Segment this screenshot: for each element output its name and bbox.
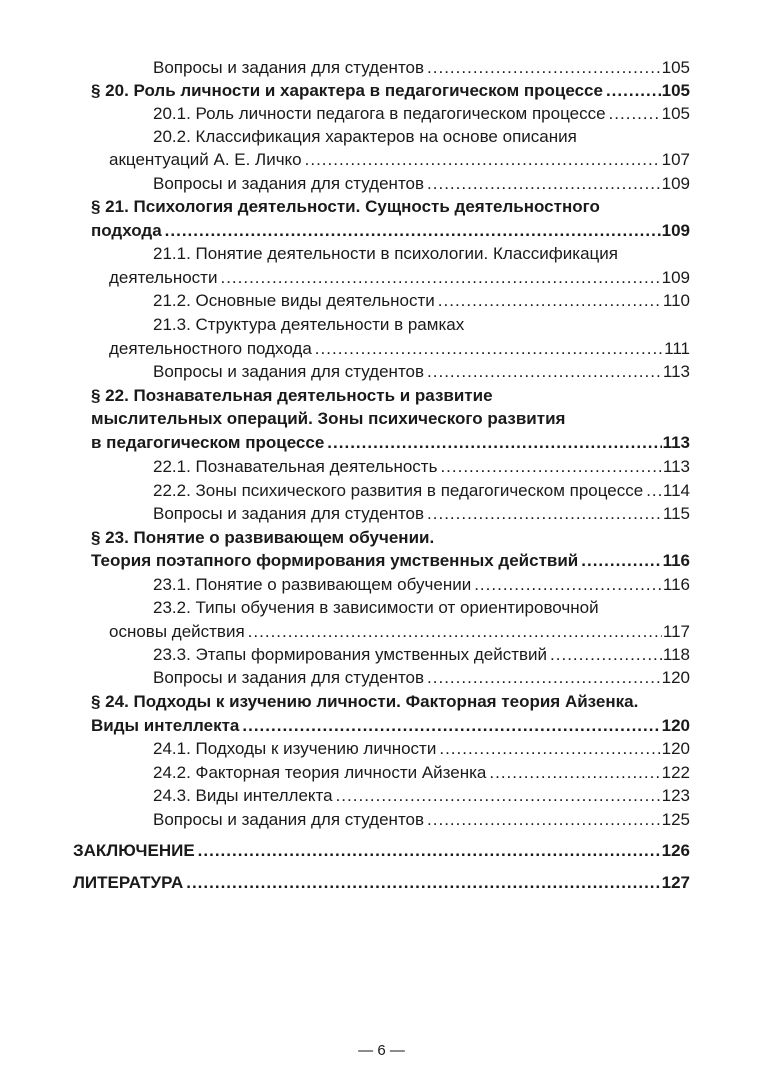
toc-entry-page: 113 bbox=[662, 362, 690, 381]
dot-leader bbox=[165, 220, 661, 242]
dot-leader bbox=[609, 103, 661, 125]
toc-entry bbox=[153, 361, 690, 383]
toc-entry-title: Вопросы и задания для студентов bbox=[153, 810, 425, 829]
toc-entry-title: Вопросы и задания для студентов bbox=[153, 174, 425, 193]
toc-entry-title: 21.1. Понятие деятельности в психологии. Классификация bbox=[153, 244, 618, 263]
toc-entry bbox=[153, 809, 690, 831]
dot-leader bbox=[581, 550, 661, 572]
dot-leader bbox=[198, 840, 661, 862]
toc-section-title: § 23. Понятие о развивающем обучении. bbox=[91, 528, 435, 547]
toc-entry bbox=[153, 103, 690, 125]
toc-entry bbox=[109, 267, 690, 289]
toc-entry-page: 111 bbox=[664, 339, 690, 358]
toc-entry-page: 110 bbox=[662, 291, 690, 310]
toc-section-title: Виды интеллекта bbox=[91, 716, 240, 735]
toc-section bbox=[91, 385, 690, 407]
toc-section-title: § 21. Психология деятельности. Сущность деятельностного bbox=[91, 197, 600, 216]
toc-entry bbox=[109, 338, 690, 360]
toc-chapter bbox=[73, 872, 690, 894]
toc-entry bbox=[153, 738, 690, 760]
dot-leader bbox=[606, 80, 661, 102]
toc-entry-page: 107 bbox=[661, 150, 690, 169]
toc-entry-page: 113 bbox=[662, 457, 690, 476]
dot-leader bbox=[305, 149, 661, 171]
toc-entry-page: 109 bbox=[661, 174, 690, 193]
toc-entry bbox=[153, 314, 690, 336]
dot-leader bbox=[474, 574, 662, 596]
toc-entry-page: 118 bbox=[662, 645, 690, 664]
toc-chapter-page: 127 bbox=[661, 873, 690, 892]
toc-section bbox=[91, 691, 690, 713]
toc-section-title: § 22. Познавательная деятельность и развитие bbox=[91, 386, 493, 405]
toc-entry bbox=[153, 456, 690, 478]
toc-entry bbox=[153, 57, 690, 79]
dot-leader bbox=[550, 644, 662, 666]
toc-section-page: 116 bbox=[662, 551, 690, 570]
toc-entry-title: 22.1. Познавательная деятельность bbox=[153, 457, 438, 476]
toc-entry-title: основы действия bbox=[109, 622, 245, 641]
page-number: — 6 — bbox=[358, 1042, 405, 1059]
dot-leader bbox=[248, 621, 662, 643]
toc-chapter-title: ЛИТЕРАТУРА bbox=[73, 873, 184, 892]
toc-entry-page: 123 bbox=[661, 786, 690, 805]
dot-leader bbox=[336, 785, 661, 807]
toc-entry-page: 115 bbox=[662, 504, 690, 523]
toc-section bbox=[91, 80, 690, 102]
toc-entry-page: 125 bbox=[661, 810, 690, 829]
toc-entry bbox=[153, 173, 690, 195]
toc-section bbox=[91, 408, 690, 430]
dot-leader bbox=[489, 762, 660, 784]
toc-entry-title: 23.1. Понятие о развивающем обучении bbox=[153, 575, 472, 594]
toc-entry-title: акцентуаций А. Е. Личко bbox=[109, 150, 302, 169]
dot-leader bbox=[438, 290, 662, 312]
toc-entry-page: 116 bbox=[662, 575, 690, 594]
toc-section bbox=[91, 715, 690, 737]
toc-entry-title: 20.1. Роль личности педагога в педагогическом процессе bbox=[153, 104, 606, 123]
toc-chapter bbox=[73, 840, 690, 862]
toc-entry-title: 24.3. Виды интеллекта bbox=[153, 786, 333, 805]
toc-entry-page: 105 bbox=[661, 104, 690, 123]
toc-section bbox=[91, 550, 690, 572]
dot-leader bbox=[440, 456, 661, 478]
dot-leader bbox=[315, 338, 663, 360]
toc-section bbox=[91, 196, 690, 218]
toc-entry-page: 117 bbox=[662, 622, 690, 641]
toc-entry bbox=[153, 243, 690, 265]
toc-entry-page: 105 bbox=[661, 58, 690, 77]
toc-entry-page: 122 bbox=[661, 763, 690, 782]
dot-leader bbox=[220, 267, 660, 289]
toc-entry bbox=[153, 574, 690, 596]
toc-entry-title: Вопросы и задания для студентов bbox=[153, 504, 425, 523]
toc-entry-title: 22.2. Зоны психического развития в педагогическом процессе bbox=[153, 481, 644, 500]
toc-entry-title: 20.2. Классификация характеров на основе описания bbox=[153, 127, 577, 146]
toc-chapter-page: 126 bbox=[661, 841, 690, 860]
toc-entry-page: 109 bbox=[661, 268, 690, 287]
toc-entry-title: 23.2. Типы обучения в зависимости от ориентировочной bbox=[153, 598, 599, 617]
toc-entry-title: 21.2. Основные виды деятельности bbox=[153, 291, 435, 310]
toc-entry bbox=[153, 126, 690, 148]
toc-entry-title: деятельностного подхода bbox=[109, 339, 312, 358]
dot-leader bbox=[427, 809, 661, 831]
dot-leader bbox=[427, 173, 661, 195]
toc-section bbox=[91, 220, 690, 242]
toc-entry bbox=[153, 762, 690, 784]
dot-leader bbox=[427, 57, 661, 79]
toc-entry-title: 23.3. Этапы формирования умственных действий bbox=[153, 645, 548, 664]
toc-section bbox=[91, 527, 690, 549]
dot-leader bbox=[242, 715, 660, 737]
toc-section-page: 109 bbox=[661, 221, 690, 240]
toc-entry bbox=[153, 644, 690, 666]
dot-leader bbox=[427, 667, 661, 689]
toc-section-page: 120 bbox=[661, 716, 690, 735]
toc-entry-title: 24.2. Факторная теория личности Айзенка bbox=[153, 763, 487, 782]
toc-section-title: § 24. Подходы к изучению личности. Факторная теория Айзенка. bbox=[91, 692, 639, 711]
toc-entry-page: 120 bbox=[661, 739, 690, 758]
dot-leader bbox=[186, 872, 660, 894]
toc-entry bbox=[153, 785, 690, 807]
toc-entry bbox=[153, 597, 690, 619]
toc-entry-title: Вопросы и задания для студентов bbox=[153, 362, 425, 381]
toc-section-title: § 20. Роль личности и характера в педагогическом процессе bbox=[91, 81, 603, 100]
dot-leader bbox=[439, 738, 660, 760]
toc-section-page: 113 bbox=[662, 433, 690, 452]
toc-section-title: Теория поэтапного формирования умственных действий bbox=[91, 551, 579, 570]
dot-leader bbox=[646, 480, 662, 502]
toc-chapter-title: ЗАКЛЮЧЕНИЕ bbox=[73, 841, 195, 860]
toc-entry bbox=[109, 149, 690, 171]
toc-entry bbox=[153, 480, 690, 502]
toc-section-page: 105 bbox=[661, 81, 690, 100]
toc-entry bbox=[153, 503, 690, 525]
toc-entry-page: 120 bbox=[661, 668, 690, 687]
toc-section-title: в педагогическом процессе bbox=[91, 433, 325, 452]
toc-entry-title: 24.1. Подходы к изучению личности bbox=[153, 739, 437, 758]
toc-section-title: подхода bbox=[91, 221, 162, 240]
toc-entry-title: Вопросы и задания для студентов bbox=[153, 58, 425, 77]
toc-entry bbox=[153, 667, 690, 689]
toc-entry-title: 21.3. Структура деятельности в рамках bbox=[153, 315, 465, 334]
toc-entry-title: деятельности bbox=[109, 268, 218, 287]
toc-entry-title: Вопросы и задания для студентов bbox=[153, 668, 425, 687]
dot-leader bbox=[327, 432, 661, 454]
toc-entry bbox=[109, 621, 690, 643]
dot-leader bbox=[427, 503, 662, 525]
toc-section bbox=[91, 432, 690, 454]
dot-leader bbox=[427, 361, 662, 383]
toc-entry-page: 114 bbox=[662, 481, 690, 500]
toc-section-title: мыслительных операций. Зоны психического развития bbox=[91, 409, 566, 428]
toc-entry bbox=[153, 290, 690, 312]
